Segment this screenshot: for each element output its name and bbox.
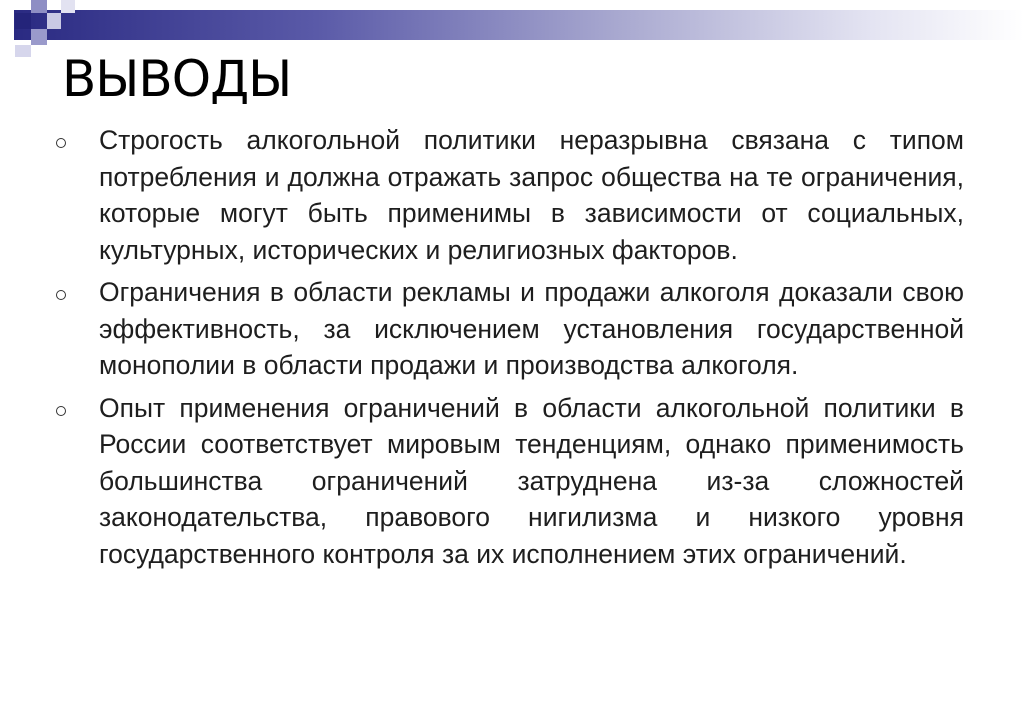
bullet-text: Опыт применения ограничений в области алкогольной политики в России соответствует мировым тенденциям, однако применимость большинства ограничений затруднена из-за сложностей законодательства, правового нигилизма и низкого уровня государственного контроля за их исполнением этих ограничений. [99, 392, 964, 569]
decor-square [15, 13, 31, 29]
hollow-circle-bullet-icon [56, 406, 66, 416]
decor-square [61, 0, 75, 13]
decor-square [15, 45, 31, 57]
decor-square [31, 0, 47, 13]
bullet-text: Строгость алкогольной политики неразрывна связана с типом потребления и должна отражать запрос общества на те ограничения, которые могут быть применимы в зависимости от социальных, культурных, исторических и религиозных факторов. [99, 125, 964, 265]
slide-title: ВЫВОДЫ [62, 50, 292, 108]
decor-square [31, 29, 47, 45]
bullet-text: Ограничения в области рекламы и продажи алкоголя доказали свою эффективность, за исключением установления государственной монополии в области продажи и производства алкоголя. [99, 277, 964, 380]
header-gradient-bar [14, 10, 1024, 40]
hollow-circle-bullet-icon [56, 138, 66, 148]
bullet-item [56, 274, 964, 384]
bullet-item [56, 122, 964, 268]
decor-square [47, 13, 61, 29]
hollow-circle-bullet-icon [56, 290, 66, 300]
bullet-item [56, 390, 964, 573]
bullet-list [56, 122, 964, 578]
